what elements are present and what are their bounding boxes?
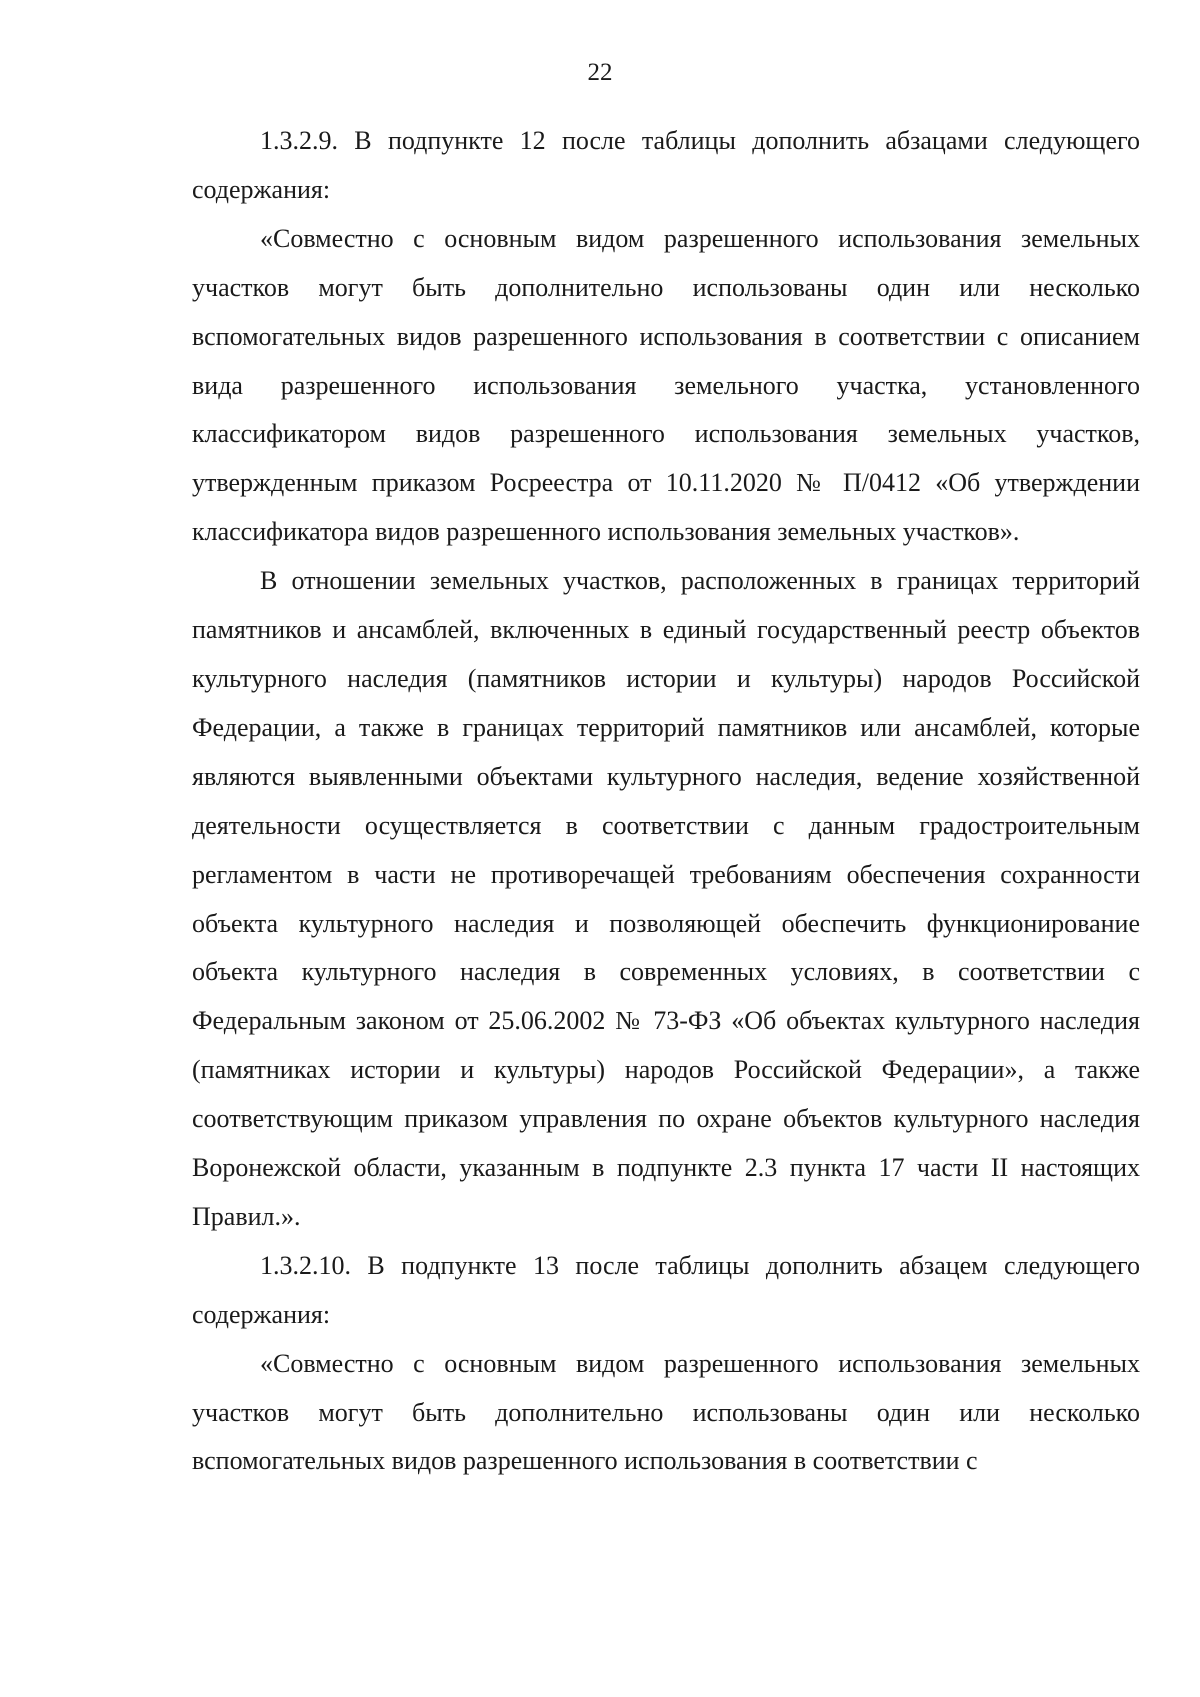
page-number: 22 [587,59,613,86]
paragraph-item-1-3-2-10: 1.3.2.10. В подпункте 13 после таблицы дополнить абзацем следующего содержания: [192,1250,1140,1329]
paragraph-cultural-heritage: В отношении земельных участков, расположенных в границах территорий памятников и ансамблей, включенных в единый государственный реестр объектов культурного наследия (памятников истории и культуры) народов Российской Федерации, а также в границах территорий памятников или ансамблей, которые являются выявленными объектами культурного наследия, ведение хозяйственной деятельности осуществляется в соответствии с данным градостроительным регламентом в части не противоречащей требованиям обеспечения сохранности объекта культурного наследия и позволяющей обеспечить функционирование объекта культурного наследия в современных условиях, в соответствии с Федеральным законом от 25.06.2002 № 73-ФЗ «Об объектах культурного наследия (памятниках истории и культуры) народов Российской Федерации», а также соответствующим приказом управления по охране объектов культурного наследия Воронежской области, указанным в подпункте 2.3 пункта 17 части II настоящих Правил.». [192,566,1140,1231]
paragraph-quote-auxiliary-uses-continued: «Совместно с основным видом разрешенного использования земельных участков могут быть дополнительно использованы один или несколько вспомогательных видов разрешенного использования в соответствии с [192,1348,1140,1476]
paragraph-item-1-3-2-9: 1.3.2.9. В подпункте 12 после таблицы дополнить абзацами следующего содержания: [192,126,1140,204]
paragraph-quote-auxiliary-uses: «Совместно с основным видом разрешенного использования земельных участков могут быть дополнительно использованы один или несколько вспомогательных видов разрешенного использования в соответствии с описанием вида разрешенного использования земельного участка, установленного классификатором видов разрешенного использования земельных участков, утвержденным приказом Росреестра от 10.11.2020 № П/0412 «Об утверждении классификатора видов разрешенного использования земельных участков». [192,223,1140,547]
page-content [192,117,1140,1486]
